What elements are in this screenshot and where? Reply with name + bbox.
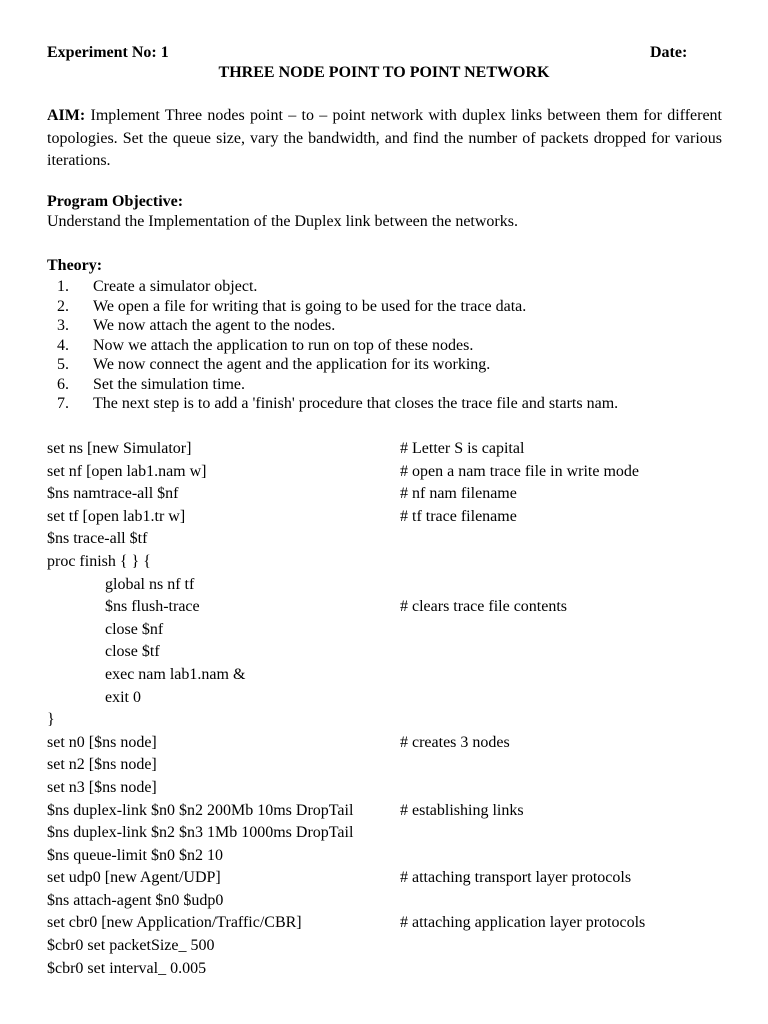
theory-item-number: 1. [57, 278, 69, 295]
code-comment: # establishing links [400, 801, 524, 819]
theory-item-number: 4. [57, 336, 69, 354]
theory-item-number: 5. [57, 356, 69, 373]
theory-item-text: We open a file for writing that is going to be used for the trace data. [93, 297, 527, 315]
theory-item-text: Set the simulation time. [93, 375, 245, 393]
code-command: set ns [new Simulator] [47, 440, 192, 457]
code-command: proc finish { } { [47, 552, 151, 570]
code-command: $cbr0 set packetSize_ 500 [47, 937, 215, 955]
code-command: $ns trace-all $tf [47, 530, 148, 548]
objective-text: Understand the Implementation of the Duplex link between the networks. [47, 213, 518, 230]
code-command: set tf [open lab1.tr w] [47, 507, 186, 525]
code-command: $ns namtrace-all $nf [47, 485, 179, 503]
code-command: } [47, 711, 55, 729]
code-command: close $tf [105, 643, 160, 661]
theory-item [47, 277, 618, 297]
code-command: $ns queue-limit $n0 $n2 10 [47, 846, 223, 864]
experiment-number: Experiment No: 1 [47, 44, 169, 61]
code-command: $ns duplex-link $n2 $n3 1Mb 1000ms DropTail [47, 824, 354, 842]
code-command: $ns attach-agent $n0 $udp0 [47, 891, 224, 909]
theory-item-text: The next step is to add a 'finish' procedure that closes the trace file and starts nam. [93, 395, 619, 412]
theory-item [47, 316, 618, 336]
code-comment: # Letter S is capital [400, 440, 525, 457]
theory-item-text: We now connect the agent and the application for its working. [93, 356, 491, 373]
code-comment: # clears trace file contents [400, 598, 568, 616]
theory-item-text: Now we attach the application to run on top of these nodes. [93, 336, 474, 354]
code-command: set udp0 [new Agent/UDP] [47, 869, 221, 887]
code-comment: # tf trace filename [400, 507, 517, 525]
aim-text: Implement Three nodes point – to – point network with duplex links between them for different topologies. Set the queue size, vary the bandwidth, and find the number of packets dropped for various iterations. [47, 107, 722, 169]
theory-item-text: We now attach the agent to the nodes. [93, 317, 336, 334]
code-command: set cbr0 [new Application/Traffic/CBR] [47, 914, 302, 932]
code-command: $cbr0 set interval_ 0.005 [47, 959, 207, 977]
objective-heading: Program Objective: [47, 193, 184, 210]
theory-item [47, 375, 618, 395]
code-command: $ns flush-trace [105, 598, 200, 616]
code-comment: # nf nam filename [400, 485, 517, 503]
code-command: exit 0 [105, 688, 141, 706]
document-title: THREE NODE POINT TO POINT NETWORK [218, 64, 550, 81]
code-command: set nf [open lab1.nam w] [47, 462, 207, 480]
code-command: set n0 [$ns node] [47, 733, 157, 751]
code-comment: # creates 3 nodes [400, 733, 510, 751]
theory-list [47, 277, 618, 414]
theory-item-number: 7. [57, 395, 69, 412]
date-label: Date: [650, 44, 688, 61]
code-comment: # open a nam trace file in write mode [400, 462, 640, 480]
theory-item-number: 2. [57, 297, 69, 315]
theory-item-text: Create a simulator object. [93, 278, 258, 295]
theory-item [47, 355, 618, 375]
theory-heading: Theory: [47, 257, 103, 274]
theory-item-number: 3. [57, 317, 69, 334]
theory-item-number: 6. [57, 375, 69, 393]
theory-item [47, 336, 618, 356]
code-comment: # attaching application layer protocols [400, 914, 646, 932]
code-command: $ns duplex-link $n0 $n2 200Mb 10ms DropTail [47, 801, 354, 819]
code-command: global ns nf tf [105, 575, 195, 593]
code-command: set n2 [$ns node] [47, 756, 157, 774]
code-command: exec nam lab1.nam & [105, 665, 246, 683]
code-command: set n3 [$ns node] [47, 778, 157, 796]
code-comment: # attaching transport layer protocols [400, 869, 632, 887]
aim-paragraph [47, 105, 722, 173]
aim-label: AIM: [47, 107, 86, 124]
theory-item [47, 394, 618, 414]
code-command: close $nf [105, 620, 164, 638]
theory-item [47, 297, 618, 317]
